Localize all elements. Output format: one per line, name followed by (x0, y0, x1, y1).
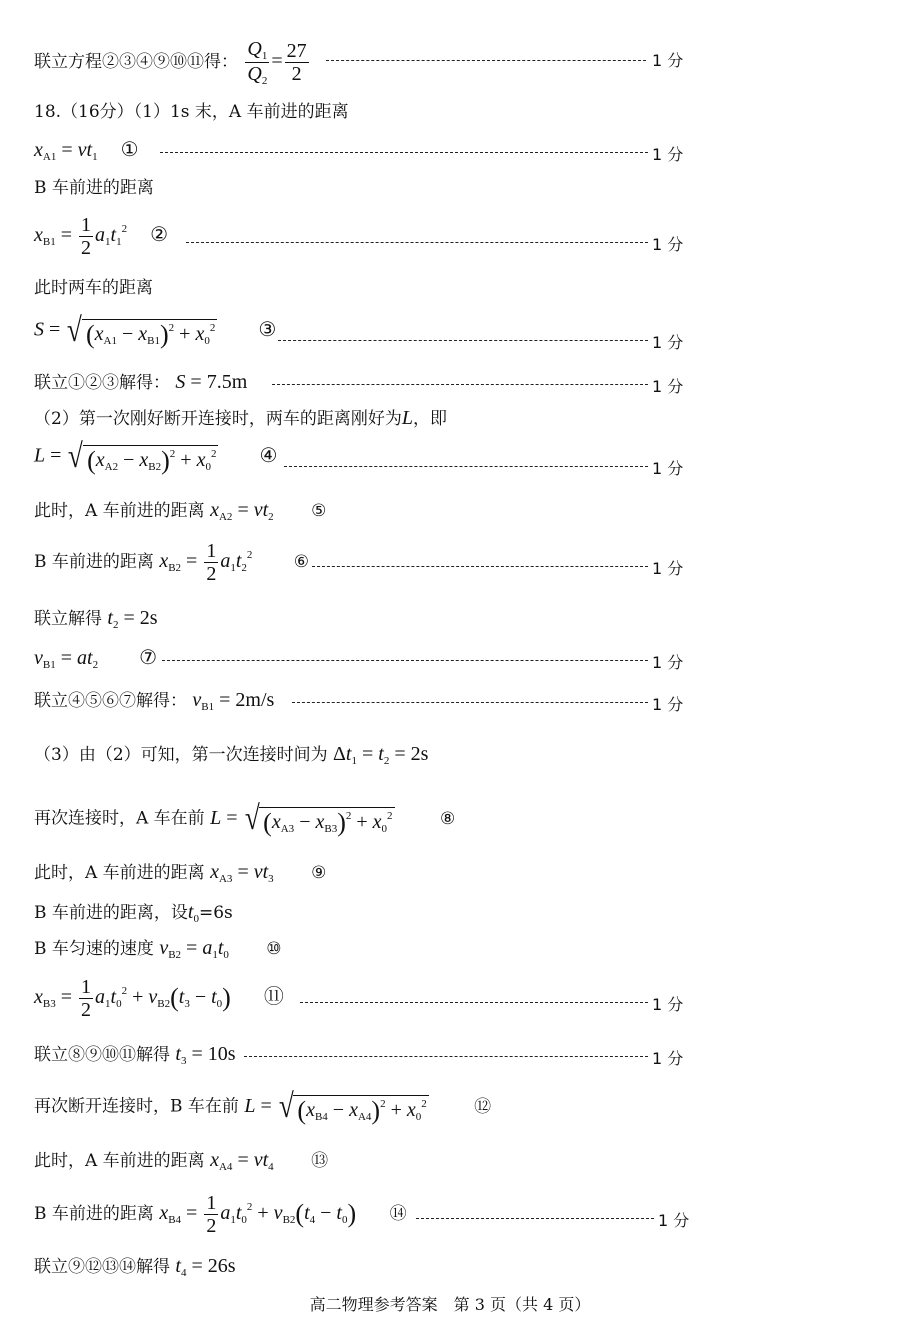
text: =6s (198, 903, 233, 923)
value-t3: 10s (207, 1043, 236, 1065)
circle-marker: ⑪ (263, 986, 284, 1009)
score-label: 1 分 (652, 145, 684, 164)
circle-marker: ⑭ (389, 1204, 407, 1225)
dash-leader (326, 60, 646, 61)
line-5: $x_{B1}$ = $\frac{1}{2}$ $a_1t_1^2$ ② (34, 214, 169, 259)
score-label: 1 分 (652, 333, 684, 352)
dash-leader (292, 702, 648, 703)
circle-marker: ③ (258, 318, 277, 341)
line-9: （2）第一次刚好断开连接时，两车的距离刚好为L，即 (34, 407, 447, 429)
score-label: 1 分 (652, 695, 684, 714)
line-10: L = √ $(x_{A2} - x_{B2})^2 + x_0^2$ ④ (34, 438, 278, 475)
line-22: 联立⑧⑨⑩⑪解得 $t_3 = 10s$ (34, 1043, 236, 1067)
text: B 车匀速的速度 (34, 939, 154, 959)
circle-marker: ⑬ (311, 1151, 329, 1171)
score-label: 1 分 (652, 377, 684, 396)
line-19: B 车前进的距离，设$t_0=6s$ (34, 901, 233, 925)
circle-marker: ⑩ (266, 939, 282, 959)
circle-marker: ⑧ (439, 808, 456, 829)
text: 再次断开连接时，B 车在前 (34, 1096, 239, 1117)
circle-marker: ① (120, 139, 139, 161)
text: （3）由（2）可知，第一次连接时间为 (34, 745, 328, 765)
line-6 (34, 280, 900, 297)
circle-marker: ⑤ (311, 501, 327, 521)
value-num: 27 (286, 40, 307, 63)
line-8: 联立①②③解得： S = 7.5m (34, 371, 248, 393)
line-17: 再次连接时，A 车在前 L = √ $(x_{A3} - x_{B3})^2 + x_0^2$ ⑧ (34, 800, 456, 837)
dash-leader (186, 242, 648, 243)
score-label: 1 分 (652, 995, 684, 1014)
text: （2）第一次刚好断开连接时，两车的距离刚好为 (34, 409, 402, 429)
dash-leader (160, 152, 648, 153)
text: B 车前进的距离 (34, 178, 154, 198)
value-vB1: 2m/s (235, 689, 275, 711)
line-25: B 车前进的距离 $x_{B4}$ = $\frac{1}{2}$ $a_1t_0^2 + v_{B2}(t_4 - t_0)$ ⑭ (34, 1192, 407, 1237)
page-footer: 高二物理参考答案 第 3 页（共 4 页） (309, 1295, 591, 1314)
text: 联立⑧⑨⑩⑪解得 (34, 1045, 170, 1065)
dash-leader (300, 1002, 648, 1003)
line-12: B 车前进的距离 $x_{B2}$ = $\frac{1}{2}$ $a_1t_2^2$ ⑥ (34, 540, 310, 585)
dash-leader (312, 566, 648, 567)
text: 此时，A 车前进的距离 (34, 1151, 205, 1171)
score-label: 1 分 (652, 51, 684, 70)
value-t2: 2s (139, 607, 158, 629)
text: B 车前进的距离 (34, 552, 154, 573)
line-13: 联立解得 $t_2 = 2s$ (34, 607, 158, 631)
circle-marker: ⑦ (139, 647, 158, 669)
line-4 (34, 180, 900, 197)
score-label: 1 分 (658, 1211, 690, 1230)
line-21: $x_{B3}$ = $\frac{1}{2}$ $a_1t_0^2 + v_{B2}(t_3 - t_0)$ ⑪ (34, 976, 284, 1021)
dash-leader (416, 1218, 654, 1219)
value-den: 2 (291, 63, 302, 86)
dash-leader (284, 466, 648, 467)
text: 再次连接时，A 车在前 (34, 808, 205, 829)
text: 此时，A 车前进的距离 (34, 501, 205, 521)
line-2 (34, 104, 900, 121)
score-label: 1 分 (652, 559, 684, 578)
score-label: 1 分 (652, 653, 684, 672)
line-20: B 车匀速的速度 $v_{B2} = a_1t_0$ ⑩ (34, 937, 282, 961)
line-26: 联立⑨⑫⑬⑭解得 $t_4 = 26s$ (34, 1255, 236, 1279)
dash-leader (244, 1056, 648, 1057)
line-24: 此时，A 车前进的距离 $x_{A4} = vt_4$ ⑬ (34, 1149, 329, 1173)
text: B 车前进的距离 (34, 1204, 154, 1225)
dash-leader (278, 340, 648, 341)
dash-leader (162, 660, 648, 661)
line-16: （3）由（2）可知，第一次连接时间为 $\Delta t_1 = t_2 = 2s$ (34, 743, 429, 767)
line-11: 此时，A 车前进的距离 $x_{A2} = vt_2$ ⑤ (34, 499, 327, 523)
text: 此时，A 车前进的距离 (34, 863, 205, 883)
line-18: 此时，A 车前进的距离 $x_{A3} = vt_3$ ⑨ (34, 861, 327, 885)
circle-marker: ② (150, 224, 169, 247)
line-15: 联立④⑤⑥⑦解得： $v_{B1} = 2m/s$ (34, 689, 275, 713)
line-1 (34, 38, 900, 87)
text: 此时两车的距离 (34, 278, 153, 298)
circle-marker: ⑥ (293, 552, 310, 573)
line-14: $v_{B1} = at_2$ ⑦ (34, 647, 158, 671)
value-dt1: 2s (410, 743, 429, 765)
value-t4: 26s (207, 1255, 236, 1277)
score-label: 1 分 (652, 1049, 684, 1068)
line-3: $x_{A1} = vt_1$ ① (34, 139, 139, 163)
text: 联立①②③解得： (34, 373, 170, 393)
text: ，即 (412, 409, 447, 429)
text: 联立④⑤⑥⑦解得： (34, 691, 187, 711)
circle-marker: ④ (259, 444, 278, 467)
score-label: 1 分 (652, 235, 684, 254)
value-S: 7.5m (206, 371, 248, 393)
line-7: S = √ $(x_{A1} - x_{B1})^2 + x_0^2$ ③ (34, 312, 277, 349)
circle-marker: ⑫ (474, 1096, 492, 1117)
circle-marker: ⑨ (311, 863, 327, 883)
dash-leader (272, 384, 648, 385)
line-23: 再次断开连接时，B 车在前 L = √ $(x_{B4} - x_{A4})^2 + x_0^2$ ⑫ (34, 1088, 492, 1125)
text: 18.（16分）（1）1s 末，A 车前进的距离 (34, 102, 349, 122)
text: B 车前进的距离，设 (34, 903, 188, 923)
text: 联立方程②③④⑨⑩⑪得： (34, 52, 238, 73)
score-label: 1 分 (652, 459, 684, 478)
text: 联立⑨⑫⑬⑭解得 (34, 1257, 170, 1277)
text: 联立解得 (34, 609, 102, 629)
formula-q-ratio: $\frac{Q_1}{Q_2}$ = $\frac{27}{2}$ (247, 38, 307, 88)
